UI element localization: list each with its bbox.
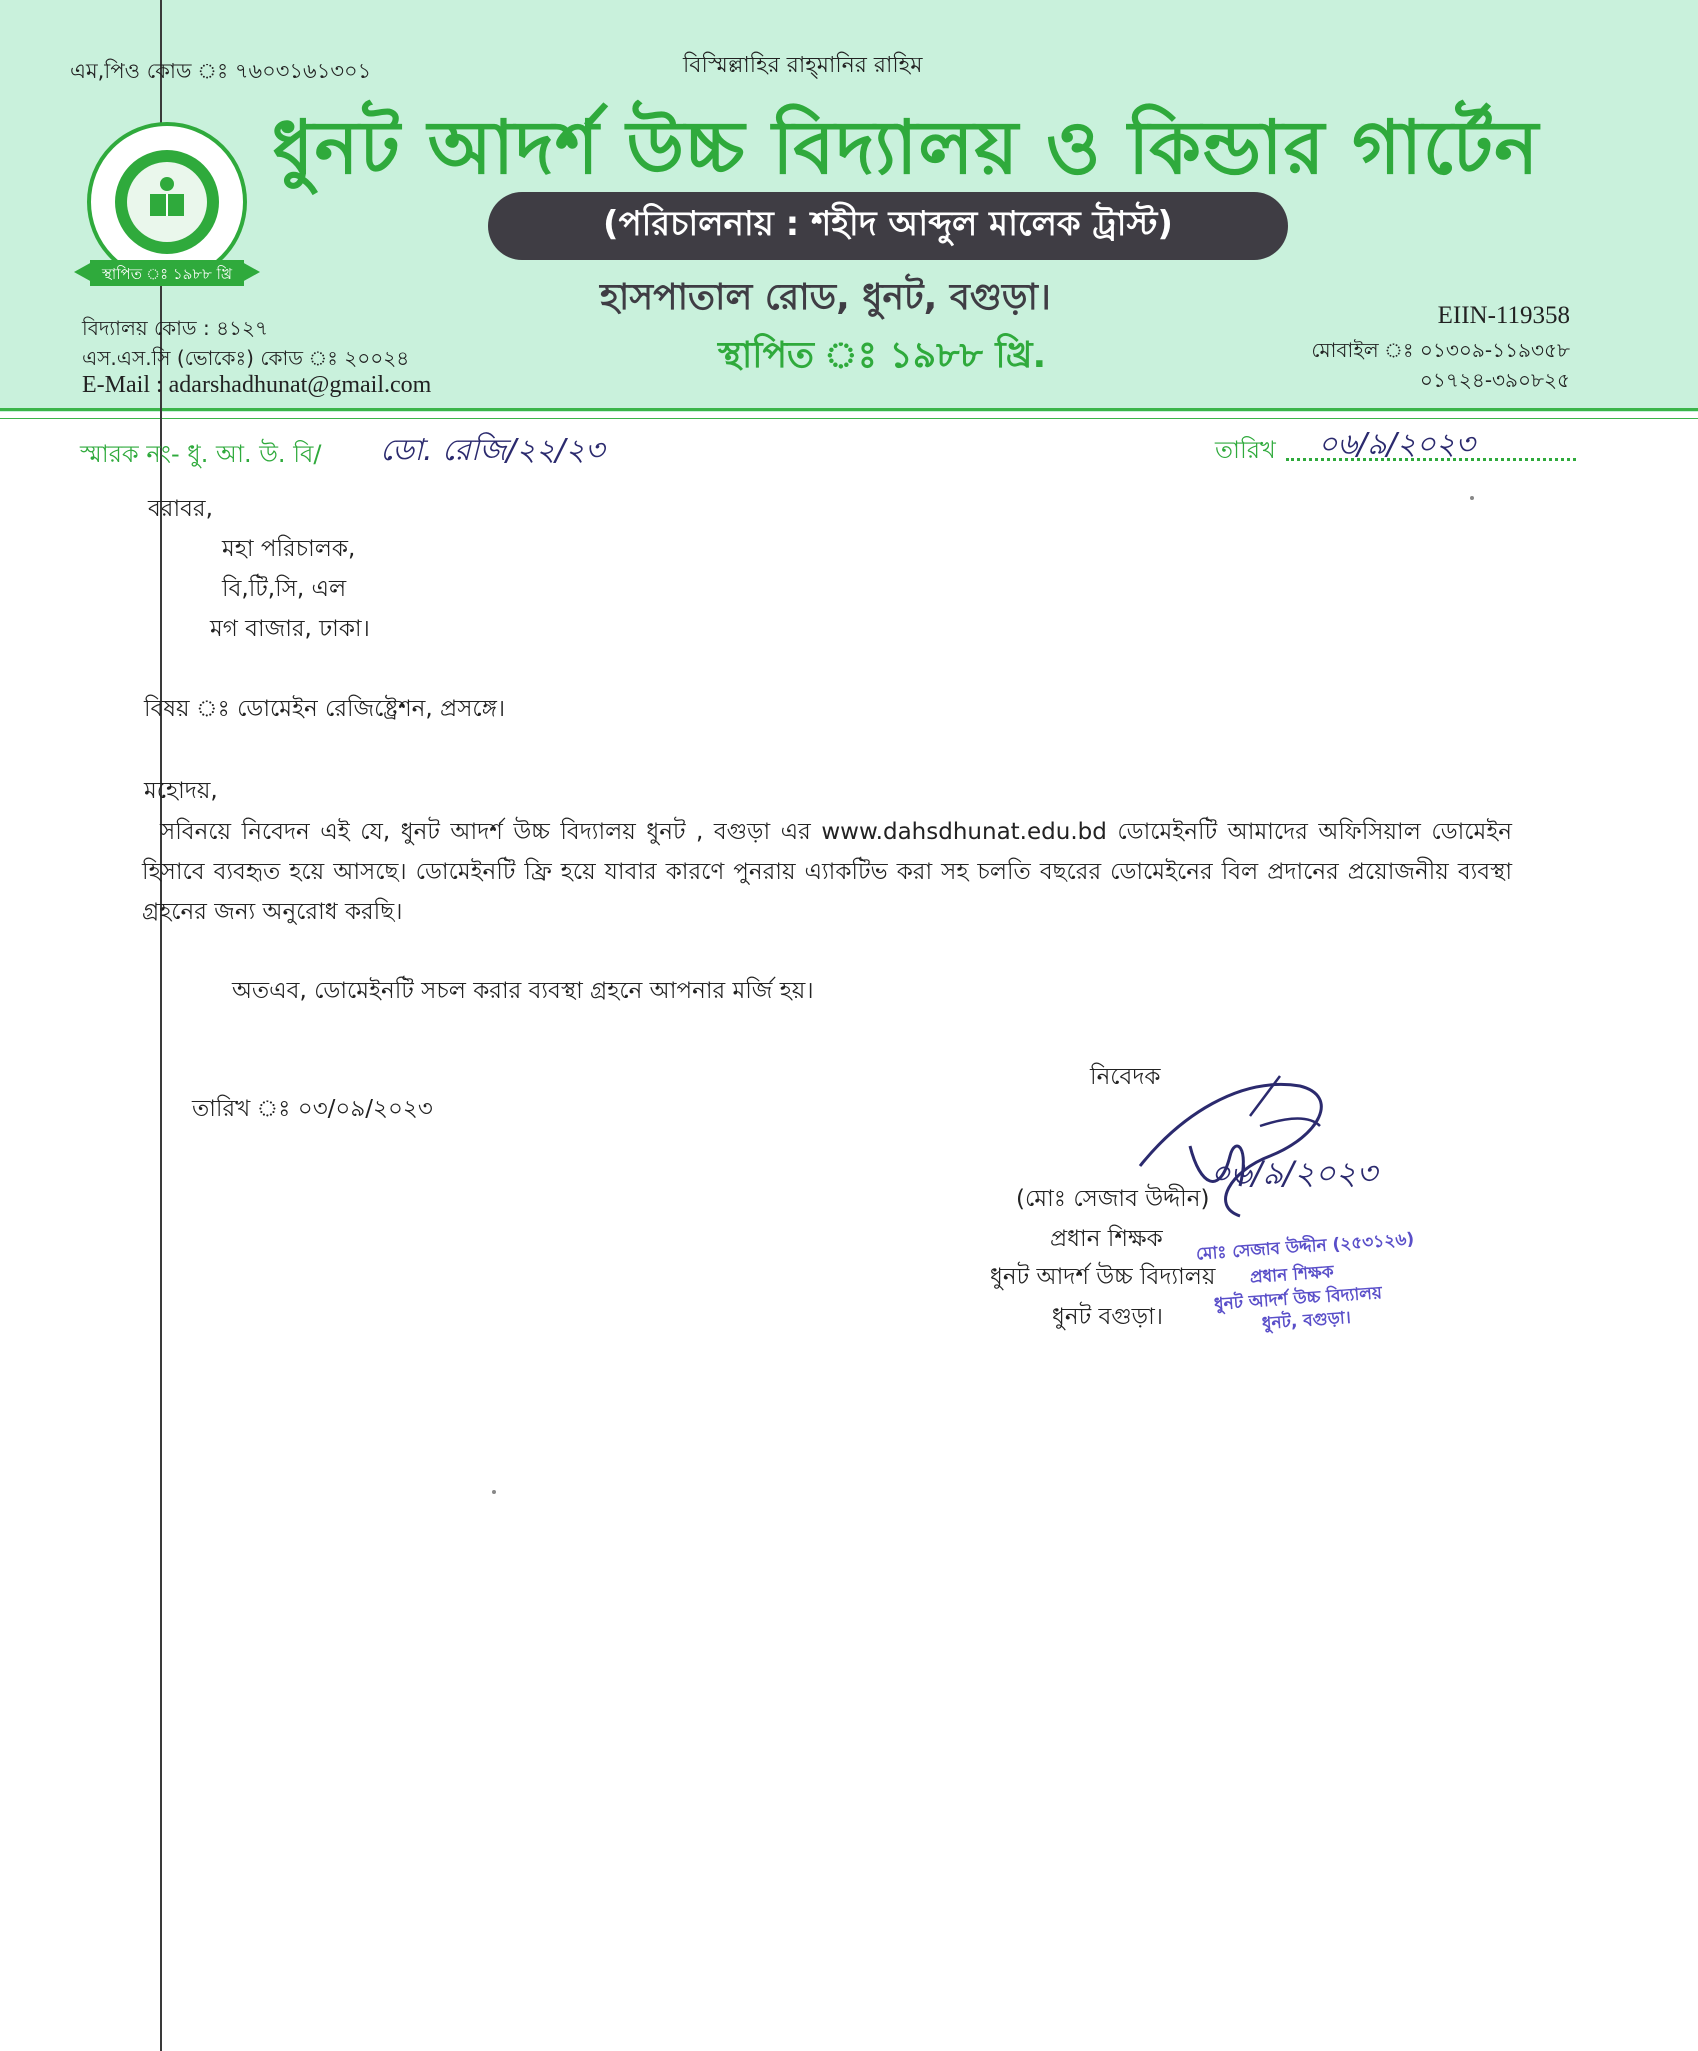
stamp-line: মোঃ সেজাব উদ্দীন (২৫৩১২৬) xyxy=(1195,1229,1415,1265)
stamp-line: প্রধান শিক্ষক xyxy=(1249,1262,1335,1288)
letterhead-rule-thin xyxy=(0,418,1698,419)
scan-speck xyxy=(492,1490,496,1494)
subject-line: বিষয় ঃ ডোমেইন রেজিষ্ট্রেশন, প্রসঙ্গে। xyxy=(144,696,506,722)
recipient-line: মগ বাজার, ঢাকা। xyxy=(210,616,370,642)
scan-speck xyxy=(1470,496,1474,500)
mobile-2: ০১৭২৪-৩৯০৮২৫ xyxy=(1419,368,1570,392)
stamp-line: ধুনট আদর্শ উচ্চ বিদ্যালয় xyxy=(1213,1283,1383,1315)
established-year: স্থাপিত ঃ ১৯৮৮ খ্রি. xyxy=(718,335,1047,376)
memo-handwritten: ডো. রেজি/২২/২৩ xyxy=(380,433,605,468)
bismillah: বিস্মিল্লাহির রাহ্‌মানির রাহিম xyxy=(683,53,923,78)
mpo-code: এম,পিও কোড ঃ ৭৬০৩১৬১৩০১ xyxy=(70,59,372,83)
lamp-icon xyxy=(160,177,174,191)
logo-banner-text: স্থাপিত ঃ ১৯৮৮ খ্রি xyxy=(101,265,233,283)
school-name: ধুনট আদর্শ উচ্চ বিদ্যালয় ও কিন্ডার গার্টেন xyxy=(272,105,1540,191)
ssc-code: এস.এস.সি (ভোকেঃ) কোড ঃ ২০০২৪ xyxy=(82,346,410,370)
recipient-line: বি,টি,সি, এল xyxy=(222,576,347,602)
signature-date: ০৬/৯/২০২৩ xyxy=(1210,1154,1378,1192)
management-text: (পরিচালনায় : শহীদ আব্দুল মালেক ট্রাস্ট) xyxy=(603,203,1173,244)
salutation: মহোদয়, xyxy=(144,778,218,804)
school-address: হাসপাতাল রোড, ধুনট, বগুড়া। xyxy=(600,277,1051,318)
eiin: EIIN-119358 xyxy=(1437,302,1570,329)
closing-line: অতএব, ডোমেইনটি সচল করার ব্যবস্থা গ্রহনে আপনার মর্জি হয়। xyxy=(232,978,814,1004)
recipient-line: মহা পরিচালক, xyxy=(222,536,356,562)
memo-date-label: তারিখ xyxy=(1215,436,1276,464)
stamp-line: ধুনট, বগুড়া। xyxy=(1261,1307,1352,1335)
petitioner-label: নিবেদক xyxy=(1090,1064,1161,1090)
signatory-location: ধুনট বগুড়া। xyxy=(1052,1304,1163,1330)
letterhead-rule xyxy=(0,408,1698,411)
letter-date: তারিখ ঃ ০৩/০৯/২০২৩ xyxy=(192,1096,433,1122)
letter-body: সবিনয়ে নিবেদন এই যে, ধুনট আদর্শ উচ্চ বিদ্যালয় ধুনট , বগুড়া এর www.dahsdhunat.edu.bd ডোমেইনটি আমাদের অফিসিয়াল ডোমেইন হিসাবে ব্যবহৃত হয়ে আসছে। ডোমেইনটি ফ্রি হয়ে যাবার কারণে পুনরায় এ্যাকটিভ করা সহ চলতি বছরের ডোমেইনের বিল প্রদানের প্রয়োজনীয় ব্যবস্থা গ্রহনের জন্য অনুরোধ করছি। xyxy=(142,819,1512,925)
signatory-title: প্রধান শিক্ষক xyxy=(1050,1226,1163,1252)
mobile-1: মোবাইল ঃ ০১৩০৯-১১৯৩৫৮ xyxy=(1311,338,1570,362)
memo-label: স্মারক নং- ধু. আ. উ. বি/ xyxy=(80,440,322,468)
management-pill xyxy=(488,192,1288,260)
email: E-Mail : adarshadhunat@gmail.com xyxy=(82,372,432,398)
memo-date-handwritten: ০৬/৯/২০২৩ xyxy=(1318,427,1475,462)
signatory-school: ধুনট আদর্শ উচ্চ বিদ্যালয় xyxy=(990,1264,1216,1290)
to-line: বরাবর, xyxy=(148,496,213,522)
school-code: বিদ্যালয় কোড : ৪১২৭ xyxy=(82,316,269,340)
margin-line xyxy=(160,0,162,2051)
signatory-name: (মোঃ সেজাব উদ্দীন) xyxy=(1016,1186,1210,1212)
school-logo xyxy=(72,122,262,302)
